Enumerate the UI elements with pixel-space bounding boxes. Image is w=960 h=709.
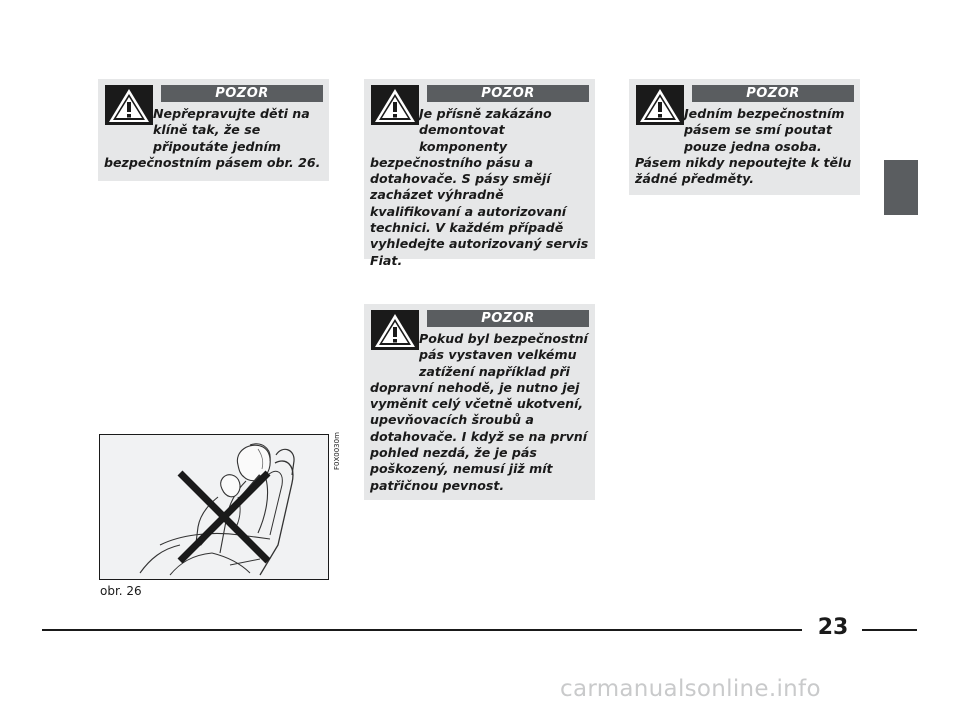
- warning-box-4: [364, 304, 595, 500]
- warning-text: [370, 106, 589, 269]
- warning-triangle-icon: [371, 85, 419, 125]
- warning-header: [370, 308, 589, 346]
- footer-rule-left: [42, 629, 802, 631]
- warning-triangle-icon: [371, 310, 419, 350]
- warning-text: [370, 331, 589, 494]
- warning-text-content: Nepřepravujte děti na klíně tak, že se připoutáte jedním bezpečnostním pásem obr. 26.: [104, 106, 321, 170]
- warning-header: [370, 83, 589, 121]
- warning-label: POZOR: [161, 85, 323, 102]
- warning-triangle-icon: [105, 85, 153, 125]
- warning-label: POZOR: [692, 85, 854, 102]
- warning-label: POZOR: [427, 85, 589, 102]
- figure-caption: obr. 26: [100, 584, 142, 598]
- chapter-tab-marker: [884, 160, 918, 215]
- child-on-lap-illustration: [100, 435, 329, 580]
- figure-child-on-lap: [99, 434, 329, 580]
- page-number: 23: [817, 615, 849, 640]
- figure-code: F0X0030m: [333, 432, 341, 470]
- warning-box-1: [98, 79, 329, 181]
- watermark: carmanualsonline.info: [560, 676, 821, 702]
- warning-text-content: Pokud byl bezpečnostní pás vystaven velkému zatížení například při dopravní nehodě, je nutno jej vyměnit celý včetně ukotvení, upevňovacích šroubů a dotahovače. I když se na první pohled nezdá, že je pás poškozený, nemusí již mít patřičnou pevnost.: [370, 331, 588, 493]
- warning-triangle-icon: [636, 85, 684, 125]
- warning-box-3: [629, 79, 860, 195]
- footer-rule-right: [862, 629, 917, 631]
- warning-box-2: [364, 79, 595, 268]
- warning-header: [104, 83, 323, 121]
- warning-text-content: Je přísně zakázáno demontovat komponenty bezpečnostního pásu a dotahovače. S pásy smějí zacházet výhradně kvalifikovaní a autorizovaní technici. V každém případě vyhledejte autorizovaný servis Fiat.: [370, 106, 589, 268]
- warning-header: [635, 83, 854, 121]
- warning-label: POZOR: [427, 310, 589, 327]
- warning-text-content: Jedním bezpečnostním pásem se smí poutat pouze jedna osoba. Pásem nikdy nepoutejte k tělu žádné předměty.: [635, 106, 852, 187]
